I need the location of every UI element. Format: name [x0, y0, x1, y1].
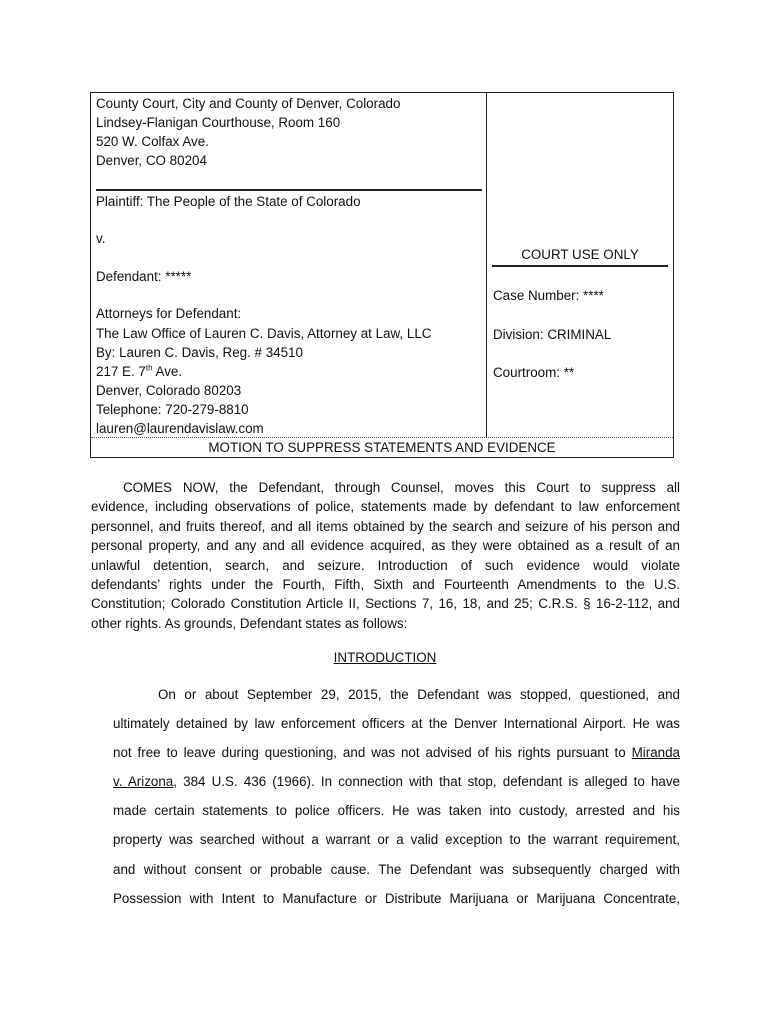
attorney-telephone: Telephone: 720-279-8810: [96, 402, 249, 417]
attorneys-label: Attorneys for Defendant:: [96, 306, 242, 321]
intro-line: not free to leave during questioning, and was not advised of his rights pursuant to Miranda: [113, 745, 680, 761]
intro-line: Possession with Intent to Manufacture or Distribute Marijuana or Marijuana Concentrate,: [113, 890, 680, 906]
defendant: Defendant: *****: [96, 269, 192, 284]
court-name: County Court, City and County of Denver, Colorado: [96, 96, 401, 111]
court-street: 520 W. Colfax Ave.: [96, 134, 209, 149]
intro-line: v. Arizona, 384 U.S. 436 (1966). In connection with that stop, defendant is alleged to have: [113, 774, 680, 790]
law-office: The Law Office of Lauren C. Davis, Attorney at Law, LLC: [96, 326, 432, 341]
attorney-name: By: Lauren C. Davis, Reg. # 34510: [96, 345, 303, 360]
introduction-paragraph: [113, 685, 680, 918]
opening-line: unlawful detention, search, and seizure. Introduction of such evidence would violate: [91, 557, 680, 573]
opening-line: other rights. As grounds, Defendant states as follows:: [91, 615, 408, 631]
intro-line: and without consent or probable cause. The Defendant was subsequently charged with: [113, 861, 680, 877]
intro-line: On or about September 29, 2015, the Defendant was stopped, questioned, and: [158, 687, 680, 702]
arizona-citation: v. Arizona: [113, 774, 174, 790]
courtroom: Courtroom: **: [493, 365, 575, 380]
motion-title: MOTION TO SUPPRESS STATEMENTS AND EVIDENCE: [91, 437, 673, 458]
case-number: Case Number: ****: [493, 288, 604, 303]
attorney-street: 217 E. 7th Ave.: [96, 363, 183, 379]
intro-line: made certain statements to police officers. He was taken into custody, arrested and his: [113, 803, 680, 819]
opening-paragraph: [91, 478, 680, 633]
versus: v.: [96, 231, 106, 246]
intro-line: ultimately detained by law enforcement officers at the Denver International Airport. He was: [113, 716, 680, 732]
case-caption-table: [90, 92, 674, 458]
miranda-citation: Miranda: [631, 745, 680, 761]
opening-line: personnel, and fruits thereof, and all items obtained by the search and seizure of his person and: [91, 518, 680, 534]
court-use-only: COURT USE ONLY: [521, 247, 639, 262]
attorney-city: Denver, Colorado 80203: [96, 383, 242, 398]
caption-left-cell: [91, 93, 487, 437]
opening-line: Constitution; Colorado Constitution Article II, Sections 7, 16, 18, and 25; C.R.S. § 16-2-112, and: [91, 596, 680, 612]
opening-line: evidence, including observations of police, statements made by defendant to law enforcement: [91, 499, 680, 515]
division: Division: CRIMINAL: [493, 327, 612, 342]
opening-line: personal property, and any and all evidence acquired, as they were obtained as a result of an: [91, 538, 680, 554]
court-use-divider: [492, 265, 668, 267]
introduction-heading: INTRODUCTION: [333, 650, 437, 665]
opening-line: defendants’ rights under the Fourth, Fifth, Sixth and Fourteenth Amendments to the U.S.: [91, 577, 680, 593]
attorney-email: lauren@laurendavislaw.com: [96, 421, 264, 436]
caption-divider: [96, 189, 482, 191]
caption-right-cell: [487, 93, 673, 437]
court-city: Denver, CO 80204: [96, 153, 207, 168]
opening-line: COMES NOW, the Defendant, through Counsel, moves this Court to suppress all: [123, 480, 680, 495]
courthouse: Lindsey-Flanigan Courthouse, Room 160: [96, 115, 341, 130]
intro-line: property was searched without a warrant or a valid exception to the warrant requirement,: [113, 832, 680, 848]
plaintiff: Plaintiff: The People of the State of Colorado: [96, 194, 361, 209]
